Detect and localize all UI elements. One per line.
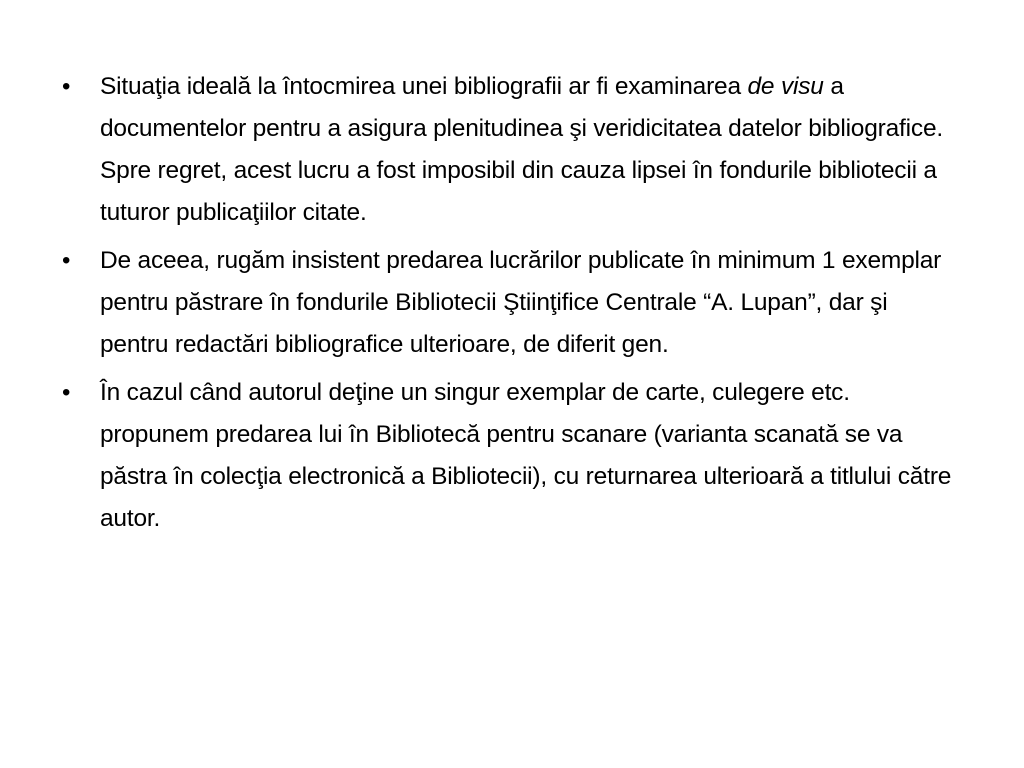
bullet-text-1a: Situaţia ideală la întocmirea unei bibliografii ar fi examinarea <box>100 73 748 100</box>
bullet-item-3 <box>62 372 962 540</box>
bullet-icon: • <box>62 73 71 100</box>
bullet-text-2: De aceea, rugăm insistent predarea lucrărilor publicate în minimum 1 exemplar pentru păstrare în fondurile Bibliotecii Ştiinţifice Centrale “A. Lupan”, dar şi pentru redactări bibliografice ulterioare, de diferit gen. <box>100 247 942 358</box>
bullet-icon: • <box>62 379 71 406</box>
bullet-text-1b: a documentelor pentru a asigura plenitudinea şi veridicitatea datelor bibliografice. Spre regret, acest lucru a fost imposibil din cauza lipsei în fondurile bibliotecii a tuturor publicaţiilor citate. <box>100 73 943 226</box>
bullet-list <box>62 66 962 546</box>
bullet-icon: • <box>62 247 71 274</box>
bullet-text-3: În cazul când autorul deţine un singur exemplar de carte, culegere etc. propunem predarea lui în Bibliotecă pentru scanare (varianta scanată se va păstra în colecţia electronică a Bibliotecii), cu returnarea ulterioară a titlului către autor. <box>100 379 952 532</box>
bullet-text-1-italic: de visu <box>747 73 824 100</box>
bullet-item-1 <box>62 66 962 234</box>
bullet-item-2 <box>62 240 962 366</box>
